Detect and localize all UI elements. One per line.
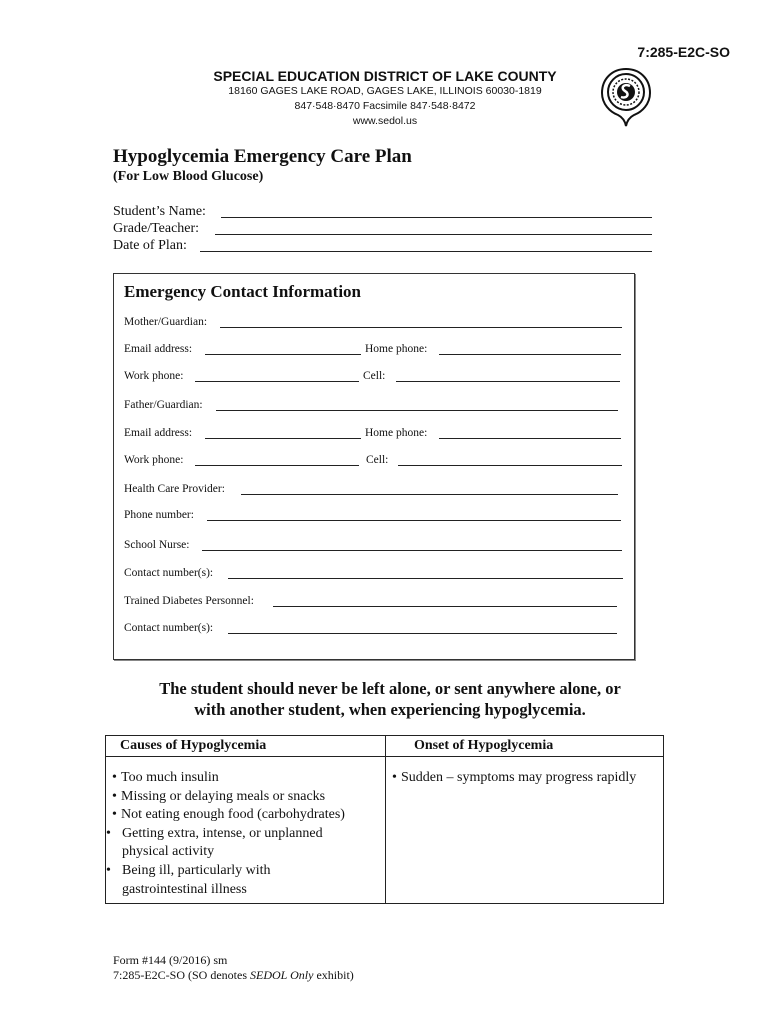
father-email-home-row (124, 427, 624, 443)
grade-teacher-field (113, 221, 653, 239)
mother-home-phone-label: Home phone: (365, 343, 428, 355)
father-cell-input[interactable] (398, 454, 622, 466)
trained-personnel-label: Trained Diabetes Personnel: (124, 595, 254, 607)
school-nurse-field (124, 539, 624, 555)
mother-email-label: Email address: (124, 343, 193, 355)
onset-text: Sudden – symptoms may progress rapidly (401, 770, 637, 785)
footer-note-suffix: exhibit) (313, 968, 354, 982)
date-of-plan-label: Date of Plan: (113, 238, 187, 253)
personnel-contact-input[interactable] (228, 622, 617, 634)
father-email-label: Email address: (124, 427, 193, 439)
safety-warning (110, 678, 670, 720)
causes-cell (106, 757, 386, 904)
mother-work-cell-row (124, 370, 624, 386)
page-title: Hypoglycemia Emergency Care Plan (113, 146, 412, 167)
school-nurse-label: School Nurse: (124, 539, 190, 551)
mother-guardian-field (124, 316, 624, 332)
list-item (386, 769, 663, 788)
list-item (106, 806, 385, 825)
mother-home-phone-input[interactable] (439, 343, 621, 355)
health-care-provider-field (124, 483, 624, 499)
father-guardian-input[interactable] (216, 399, 618, 411)
provider-phone-field (124, 509, 624, 525)
mother-work-phone-label: Work phone: (124, 370, 184, 382)
mother-guardian-input[interactable] (220, 316, 622, 328)
grade-teacher-label: Grade/Teacher: (113, 221, 200, 236)
org-phone-fax: 847·548·8470 Facsimile 847·548·8472 (294, 100, 476, 112)
safety-warning-line1: The student should never be left alone, or sent anywhere alone, or (159, 679, 621, 698)
health-care-provider-input[interactable] (241, 483, 618, 495)
footer-form-number: Form #144 (9/2016) sm (113, 953, 228, 967)
footer (113, 953, 354, 983)
mother-guardian-label: Mother/Guardian: (124, 316, 208, 328)
father-work-cell-row (124, 454, 624, 470)
date-of-plan-input[interactable] (200, 238, 652, 252)
bullet-icon: • (106, 862, 111, 878)
nurse-contact-label: Contact number(s): (124, 567, 214, 579)
list-item (106, 769, 385, 788)
sedol-logo-icon (600, 66, 652, 128)
emergency-contact-box (113, 273, 635, 660)
date-of-plan-field (113, 238, 653, 256)
bullet-icon: • (392, 770, 397, 785)
student-name-field (113, 204, 653, 222)
personnel-contact-field (124, 622, 624, 638)
trained-personnel-input[interactable] (273, 595, 617, 607)
health-care-provider-label: Health Care Provider: (124, 483, 225, 495)
personnel-contact-label: Contact number(s): (124, 622, 214, 634)
bullet-icon: • (112, 807, 117, 823)
nurse-contact-field (124, 567, 624, 583)
org-address: 18160 GAGES LAKE ROAD, GAGES LAKE, ILLINOIS 60030-1819 (228, 85, 542, 97)
father-work-phone-label: Work phone: (124, 454, 184, 466)
list-item (106, 825, 357, 862)
mother-cell-input[interactable] (396, 370, 620, 382)
bullet-icon: • (106, 825, 111, 841)
father-home-phone-input[interactable] (439, 427, 621, 439)
nurse-contact-input[interactable] (228, 567, 623, 579)
student-name-input[interactable] (221, 204, 652, 218)
form-code: 7:285-E2C-SO (637, 44, 730, 60)
cause-text: Missing or delaying meals or snacks (121, 788, 326, 804)
cause-text: Too much insulin (121, 770, 219, 785)
footer-exhibit-note (113, 968, 354, 983)
provider-phone-input[interactable] (207, 509, 621, 521)
cause-text: Not eating enough food (carbohydrates) (121, 807, 345, 823)
father-work-phone-input[interactable] (195, 454, 359, 466)
provider-phone-label: Phone number: (124, 509, 194, 521)
onset-cell (386, 757, 664, 904)
org-name: SPECIAL EDUCATION DISTRICT OF LAKE COUNTY (213, 68, 557, 84)
mother-work-phone-input[interactable] (195, 370, 359, 382)
page-subtitle: (For Low Blood Glucose) (113, 169, 264, 184)
letterhead (190, 68, 580, 129)
father-cell-label: Cell: (366, 454, 389, 466)
bullet-icon: • (112, 770, 117, 785)
bullet-icon: • (112, 788, 117, 804)
footer-note-emphasis: SEDOL Only (250, 968, 314, 982)
school-nurse-input[interactable] (202, 539, 622, 551)
onset-header: Onset of Hypoglycemia (386, 736, 664, 757)
safety-warning-line2: with another student, when experiencing hypoglycemia. (194, 700, 586, 719)
causes-header: Causes of Hypoglycemia (106, 736, 386, 757)
father-email-input[interactable] (205, 427, 361, 439)
father-home-phone-label: Home phone: (365, 427, 428, 439)
cause-text: Being ill, particularly with gastrointestinal illness (122, 862, 271, 897)
footer-note-prefix: 7:285-E2C-SO (SO denotes (113, 968, 250, 982)
org-website: www.sedol.us (352, 115, 418, 127)
grade-teacher-input[interactable] (215, 221, 652, 235)
emergency-contact-title: Emergency Contact Information (124, 282, 362, 301)
mother-cell-label: Cell: (363, 370, 386, 382)
list-item (106, 862, 312, 899)
trained-personnel-field (124, 595, 624, 611)
list-item (106, 788, 385, 807)
hypoglycemia-table (105, 735, 664, 904)
student-name-label: Student’s Name: (113, 204, 206, 219)
father-guardian-label: Father/Guardian: (124, 399, 203, 411)
cause-text: Getting extra, intense, or unplanned physical activity (122, 825, 323, 860)
mother-email-input[interactable] (205, 343, 361, 355)
mother-email-home-row (124, 343, 624, 359)
father-guardian-field (124, 399, 624, 415)
